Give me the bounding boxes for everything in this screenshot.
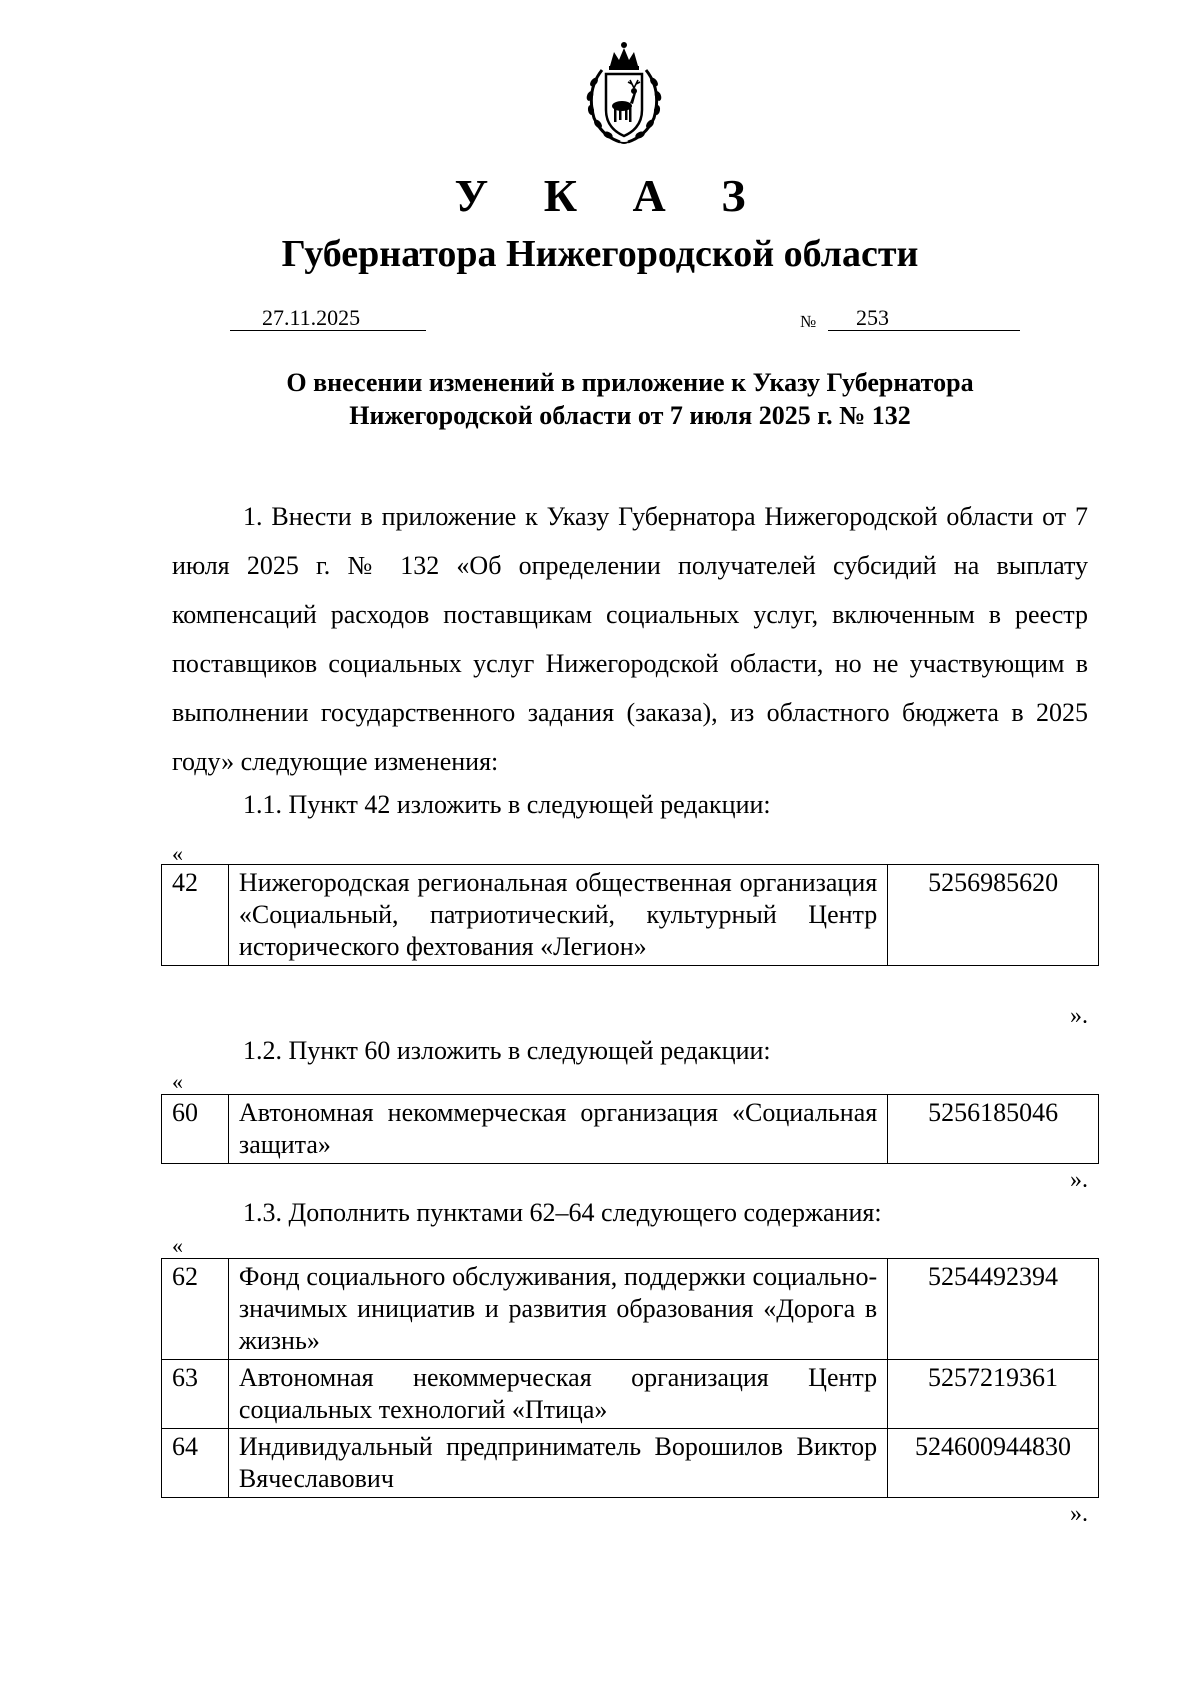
row-inn: 5256985620 xyxy=(888,865,1099,966)
row-organization: Индивидуальный предприниматель Ворошилов Виктор Вячеславович xyxy=(228,1429,887,1498)
row-number: 42 xyxy=(162,865,229,966)
subject-line-2: Нижегородской области от 7 июля 2025 г. № 132 xyxy=(349,401,911,430)
quote-close-3: ». xyxy=(1070,1501,1088,1527)
quote-open-2: « xyxy=(172,1069,183,1094)
quote-open-1: « xyxy=(172,841,183,866)
row-number: 64 xyxy=(162,1429,229,1498)
subparagraph-1-3: 1.3. Дополнить пунктами 62–64 следующего содержания: xyxy=(243,1198,882,1227)
table-row xyxy=(162,1360,1099,1429)
table-row xyxy=(162,1429,1099,1498)
subparagraph-1-1: 1.1. Пункт 42 изложить в следующей редакции: xyxy=(243,790,771,819)
quote-close-2: ». xyxy=(1070,1167,1088,1193)
decree-title: У К А З xyxy=(454,170,768,221)
row-inn: 5256185046 xyxy=(888,1095,1099,1164)
table-row xyxy=(162,1259,1099,1360)
row-number: 63 xyxy=(162,1360,229,1429)
subject-line-1: О внесении изменений в приложение к Указу Губернатора xyxy=(286,368,974,397)
items-table-1 xyxy=(161,864,1099,966)
decree-date: 27.11.2025 xyxy=(262,305,361,330)
row-inn: 524600944830 xyxy=(888,1429,1099,1498)
row-number: 60 xyxy=(162,1095,229,1164)
subparagraph-1-2: 1.2. Пункт 60 изложить в следующей редакции: xyxy=(243,1036,771,1065)
row-organization: Фонд социального обслуживания, поддержки социально-значимых инициатив и развития образования «Дорога в жизнь» xyxy=(228,1259,887,1360)
decree-number: 253 xyxy=(856,305,889,330)
decree-subtitle: Губернатора Нижегородской области xyxy=(281,233,919,275)
row-organization: Нижегородская региональная общественная организация «Социальный, патриотический, культурный Центр исторического фехтования «Легион» xyxy=(228,865,887,966)
row-organization: Автономная некоммерческая организация Центр социальных технологий «Птица» xyxy=(228,1360,887,1429)
table-row xyxy=(162,865,1099,966)
row-inn: 5257219361 xyxy=(888,1360,1099,1429)
row-organization: Автономная некоммерческая организация «Социальная защита» xyxy=(228,1095,887,1164)
row-number: 62 xyxy=(162,1259,229,1360)
decree-subject xyxy=(170,366,1090,432)
quote-close-1: ». xyxy=(1070,1003,1088,1029)
items-table-2 xyxy=(161,1094,1099,1164)
row-inn: 5254492394 xyxy=(888,1259,1099,1360)
quote-open-3: « xyxy=(172,1233,183,1258)
number-field xyxy=(828,304,1020,331)
coat-of-arms-emblem xyxy=(572,40,676,148)
items-table-3 xyxy=(161,1258,1099,1498)
date-field xyxy=(230,304,426,331)
table-row xyxy=(162,1095,1099,1164)
number-sign: № xyxy=(800,312,817,331)
paragraph-1: 1. Внести в приложение к Указу Губернатора Нижегородской области от 7 июля 2025 г. № 132 «Об определении получателей субсидий на выплату компенсаций расходов поставщикам социальных услуг, включенным в реестр поставщиков социальных услуг Нижегородской области, но не участвующим в выполнении государственного задания (заказа), из областного бюджета в 2025 году» следующие изменения: xyxy=(172,502,1088,776)
